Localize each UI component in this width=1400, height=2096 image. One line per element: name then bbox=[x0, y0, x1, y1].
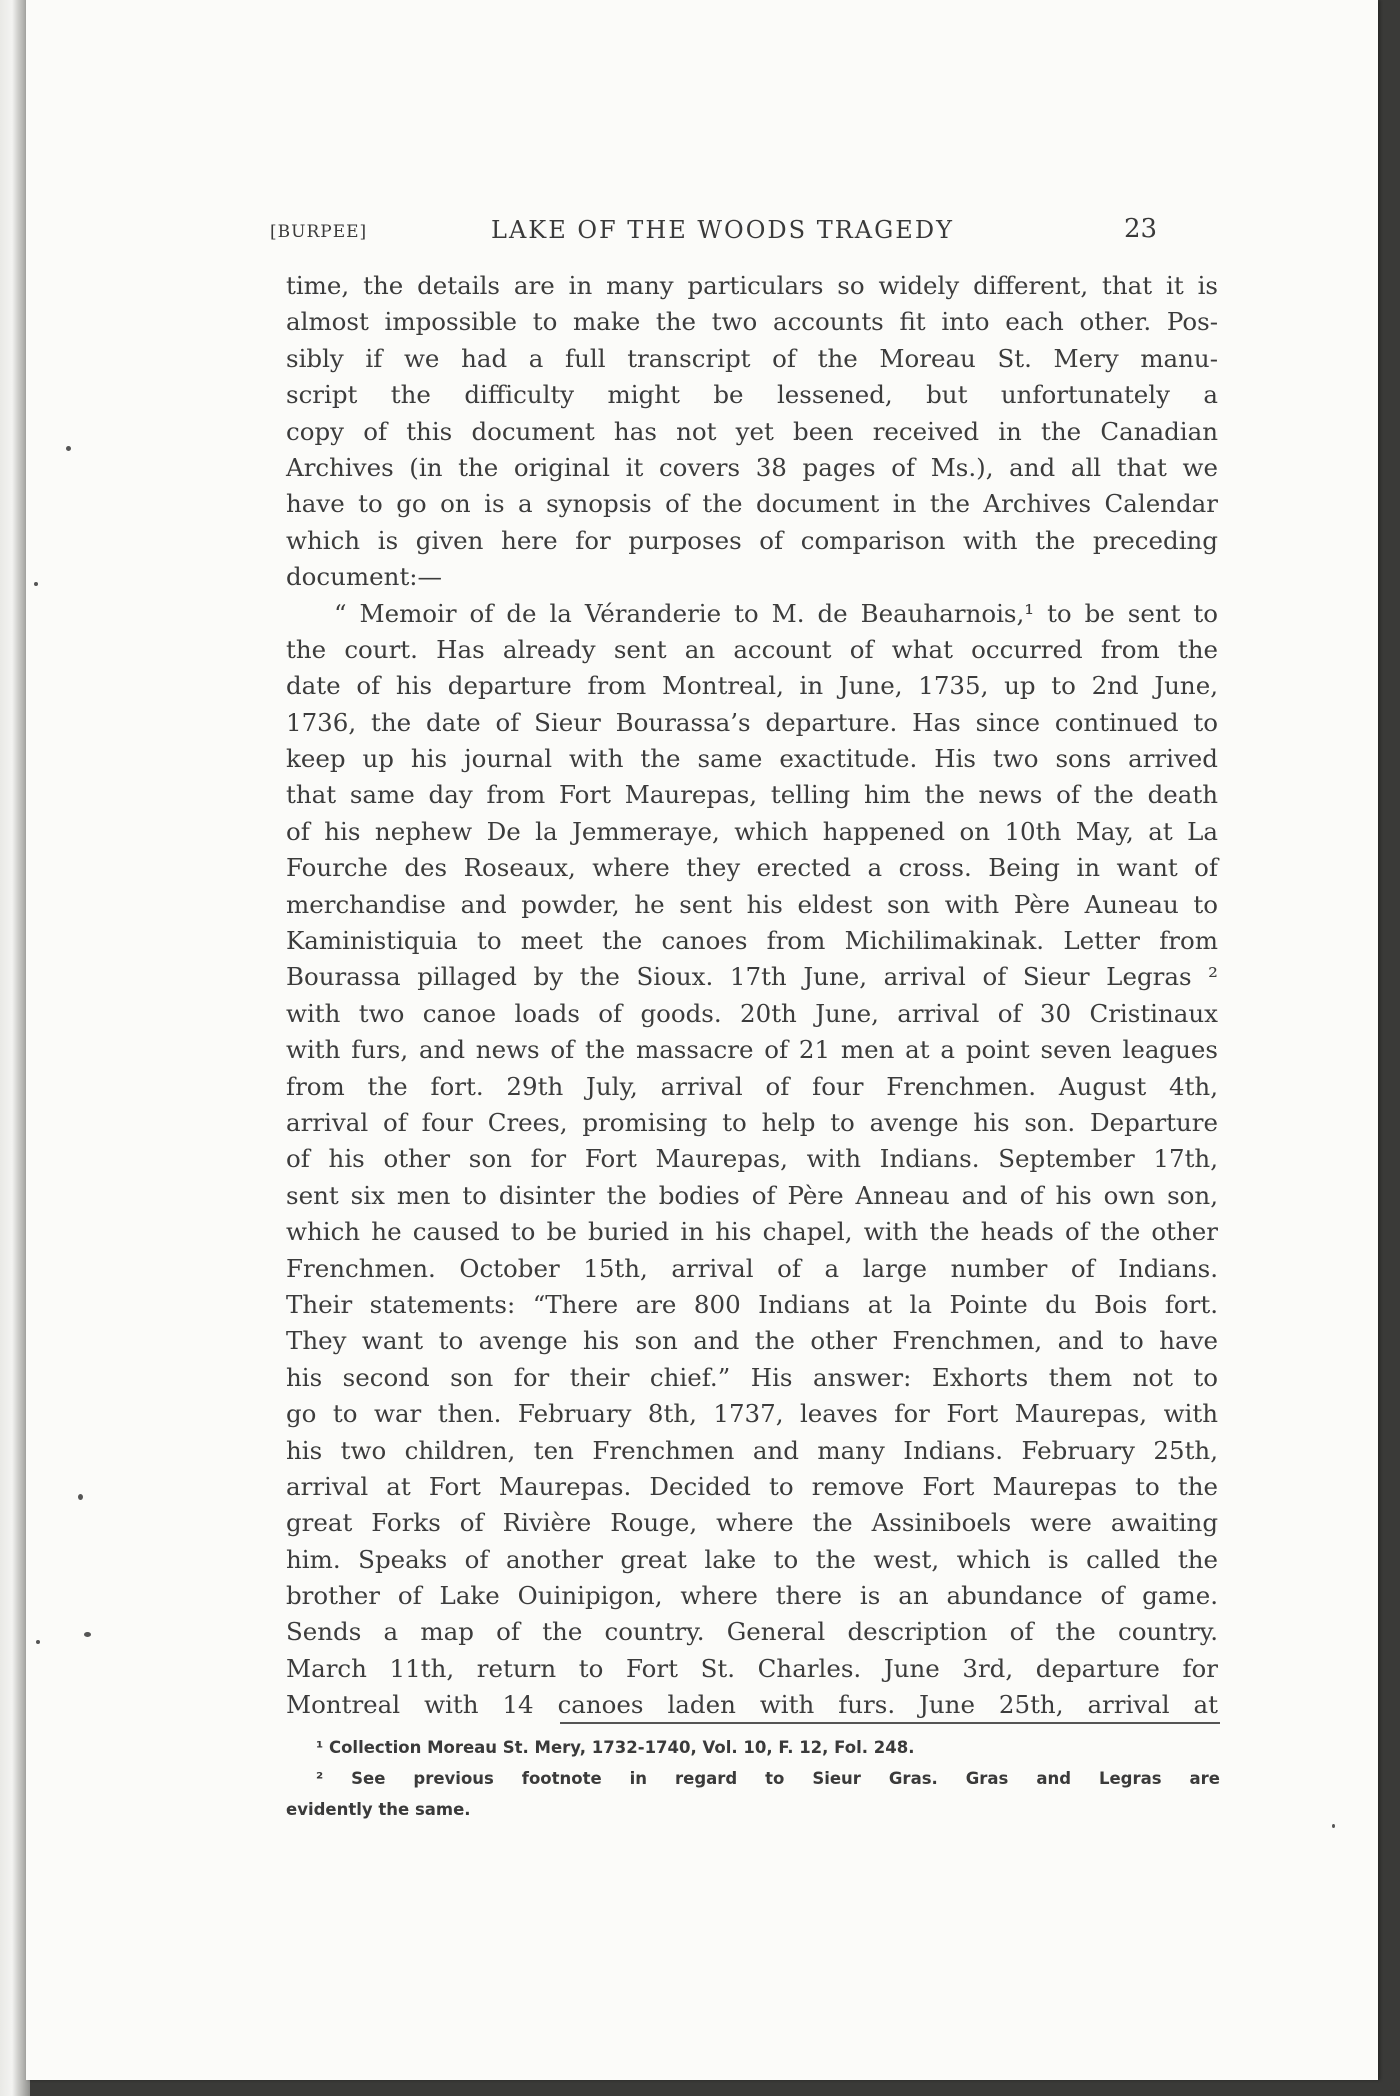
text-line: time, the details are in many particulars so widely different, that it is bbox=[286, 271, 1218, 300]
text-line: the court. Has already sent an account of what occurred from the bbox=[286, 634, 1218, 664]
text-line: Their statements: “There are 800 Indians at la Pointe du Bois fort. bbox=[286, 1289, 1218, 1319]
text-line: great Forks of Rivière Rouge, where the Assiniboels were awaiting bbox=[286, 1508, 1218, 1538]
text-line: They want to avenge his son and the other Frenchmen, and to have bbox=[286, 1326, 1218, 1356]
text-line: Montreal with 14 canoes laden with furs. June 25th, arrival at bbox=[286, 1690, 1218, 1720]
text-line: Sends a map of the country. General description of the country. bbox=[286, 1617, 1218, 1647]
margin-speck bbox=[84, 1632, 91, 1637]
text-line: have to go on is a synopsis of the document in the Archives Calendar bbox=[286, 489, 1218, 519]
page-number: 23 bbox=[1124, 214, 1158, 244]
text-line: script the difficulty might be lessened, but unfortunately a bbox=[286, 380, 1218, 410]
text-line: merchandise and powder, he sent his eldest son with Père Auneau to bbox=[286, 889, 1218, 919]
text-line: copy of this document has not yet been received in the Canadian bbox=[286, 416, 1218, 446]
text-line: keep up his journal with the same exactitude. His two sons arrived bbox=[286, 744, 1218, 774]
text-line: Fourche des Roseaux, where they erected a cross. Being in want of bbox=[286, 853, 1218, 883]
text-line: “ Memoir of de la Véranderie to M. de Beauharnois,¹ to be sent to bbox=[334, 598, 1218, 628]
text-line: which he caused to be buried in his chapel, with the heads of the other bbox=[286, 1217, 1218, 1247]
margin-speck bbox=[78, 1494, 83, 1500]
text-line: with two canoe loads of goods. 20th June, arrival of 30 Cristinaux bbox=[286, 998, 1218, 1028]
margin-speck bbox=[36, 1640, 40, 1644]
text-line: Frenchmen. October 15th, arrival of a large number of Indians. bbox=[286, 1253, 1218, 1283]
text-line: sent six men to disinter the bodies of Père Anneau and of his own son, bbox=[286, 1180, 1218, 1210]
text-line: his second son for their chief.” His answer: Exhorts them not to bbox=[286, 1362, 1218, 1392]
footnote-2: ² See previous footnote in regard to Sieur Gras. Gras and Legras are bbox=[316, 1769, 1220, 1788]
text-line: Archives (in the original it covers 38 pages of Ms.), and all that we bbox=[286, 452, 1218, 482]
text-line: date of his departure from Montreal, in June, 1735, up to 2nd June, bbox=[286, 671, 1218, 701]
text-line: brother of Lake Ouinipigon, where there is an abundance of game. bbox=[286, 1581, 1218, 1611]
body-text bbox=[286, 268, 1218, 1724]
text-line: go to war then. February 8th, 1737, leaves for Fort Maurepas, with bbox=[286, 1399, 1218, 1429]
text-line: his two children, ten Frenchmen and many Indians. February 25th, bbox=[286, 1435, 1218, 1465]
running-title: LAKE OF THE WOODS TRAGEDY bbox=[491, 216, 954, 244]
text-line: almost impossible to make the two accounts fit into each other. Pos- bbox=[286, 307, 1218, 337]
footnote-divider bbox=[560, 1722, 1220, 1724]
text-line: March 11th, return to Fort St. Charles. June 3rd, departure for bbox=[286, 1653, 1218, 1683]
text-line: document:— bbox=[286, 562, 443, 592]
text-line: sibly if we had a full transcript of the Moreau St. Mery manu- bbox=[286, 343, 1218, 373]
footnote-1: ¹ Collection Moreau St. Mery, 1732-1740, Vol. 10, F. 12, Fol. 248. bbox=[316, 1738, 915, 1757]
text-line: Kaministiquia to meet the canoes from Michilimakinak. Letter from bbox=[286, 926, 1218, 956]
text-line: arrival at Fort Maurepas. Decided to remove Fort Maurepas to the bbox=[286, 1471, 1218, 1501]
margin-speck bbox=[66, 446, 71, 451]
text-line: which is given here for purposes of comparison with the preceding bbox=[286, 525, 1218, 555]
running-header bbox=[26, 212, 1378, 252]
text-line: from the fort. 29th July, arrival of four Frenchmen. August 4th, bbox=[286, 1071, 1218, 1101]
text-line: arrival of four Crees, promising to help to avenge his son. Departure bbox=[286, 1107, 1218, 1137]
text-line: of his other son for Fort Maurepas, with Indians. September 17th, bbox=[286, 1144, 1218, 1174]
margin-speck bbox=[1332, 1824, 1335, 1828]
author-tag: [BURPEE] bbox=[270, 222, 368, 242]
text-line: of his nephew De la Jemmeraye, which happened on 10th May, at La bbox=[286, 816, 1218, 846]
margin-speck bbox=[34, 582, 38, 586]
text-line: him. Speaks of another great lake to the west, which is called the bbox=[286, 1544, 1218, 1574]
text-line: 1736, the date of Sieur Bourassa’s departure. Has since continued to bbox=[286, 707, 1218, 737]
text-line: with furs, and news of the massacre of 21 men at a point seven leagues bbox=[286, 1035, 1218, 1065]
text-line: Bourassa pillaged by the Sioux. 17th June, arrival of Sieur Legras ² bbox=[286, 962, 1218, 992]
book-page bbox=[26, 0, 1378, 2080]
footnotes bbox=[286, 1732, 1220, 1825]
text-line: that same day from Fort Maurepas, telling him the news of the death bbox=[286, 780, 1218, 810]
footnote-2-continued: evidently the same. bbox=[286, 1800, 471, 1819]
